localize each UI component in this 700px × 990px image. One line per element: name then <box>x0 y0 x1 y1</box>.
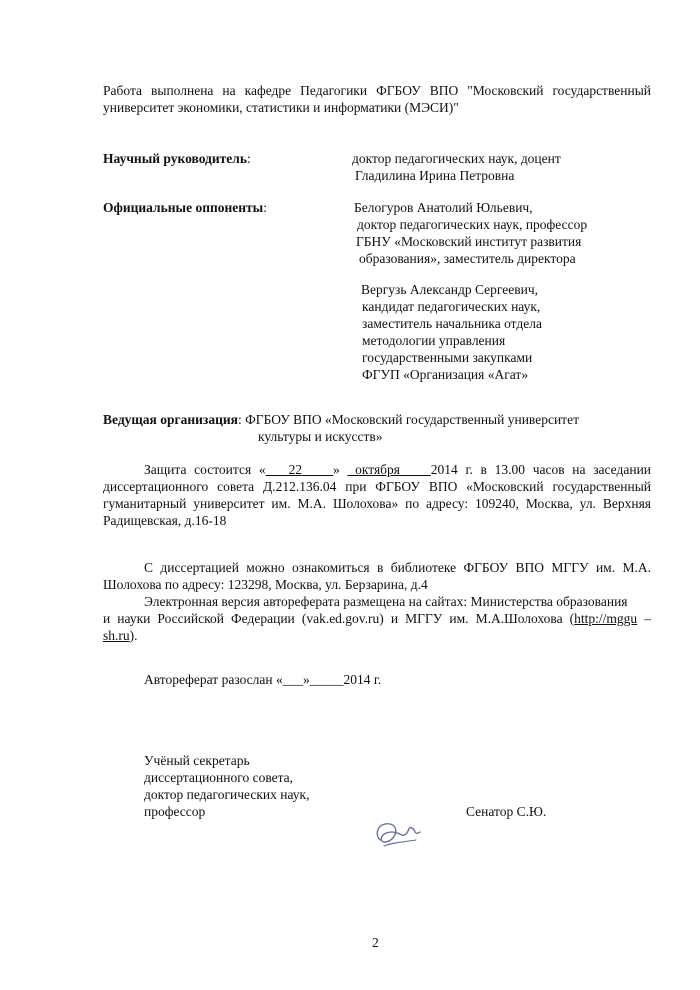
supervisor-name: Гладилина Ирина Петровна <box>355 168 515 183</box>
intro-line-2: университет экономики, статистики и информатики (МЭСИ)" <box>103 100 459 115</box>
defense-day: 22 <box>265 462 333 477</box>
opponents-label-row <box>103 199 267 216</box>
electronic-line-2 <box>103 610 651 627</box>
leading-org-line-2: культуры и искусств» <box>258 429 383 444</box>
secretary-line-4: профессор <box>144 804 206 819</box>
opponent2-line-1: Вергузь Александр Сергеевич, <box>361 282 538 297</box>
signature-icon <box>370 812 430 852</box>
opponent2-line-4: методологии управления <box>362 333 506 348</box>
electronic-text: и науки Российской Федерации (vak.ed.gov.ru) и МГГУ им. М.А.Шолохова ( <box>103 611 575 626</box>
defense-month: октября <box>347 462 431 477</box>
leading-org-row <box>103 411 579 428</box>
opponent1-line-1: Белогуров Анатолий Юльевич, <box>354 200 533 215</box>
opponent2-line-2: кандидат педагогических наук, <box>362 299 541 314</box>
defense-line-4: Радищевская, д.16-18 <box>103 513 227 528</box>
opponent1-line-4: образования», заместитель директора <box>359 251 576 266</box>
electronic-line-1: Электронная версия автореферата размещена на сайтах: Министерства образования <box>144 594 628 609</box>
electronic-end: ). <box>129 628 138 643</box>
defense-post: 2014 г. в 13.00 часов на заседании <box>430 462 652 477</box>
mggu-link-continued[interactable]: sh.ru <box>103 628 130 643</box>
supervisor-label: Научный руководитель <box>103 151 247 166</box>
defense-line-3: гуманитарный университет им. М.А. Шолохова» по адресу: 109240, Москва, ул. Верхняя <box>103 496 651 511</box>
sent-post: 2014 г. <box>343 672 382 687</box>
defense-line-1 <box>144 461 651 478</box>
supervisor-degree: доктор педагогических наук, доцент <box>352 151 561 166</box>
intro-line-1: Работа выполнена на кафедре Педагогики ФГБОУ ВПО "Московский государственный <box>103 83 651 98</box>
defense-mid: » <box>332 462 348 477</box>
library-line-2: Шолохова по адресу: 123298, Москва, ул. Берзарина, д.4 <box>103 577 428 592</box>
supervisor-label-row <box>103 150 251 167</box>
library-line-1: С диссертацией можно ознакомиться в библиотеке ФГБОУ ВПО МГГУ им. М.А. <box>144 560 651 575</box>
leading-org-label: Ведущая организация <box>103 412 238 427</box>
sent-blank-month: _____ <box>309 672 344 687</box>
page-number: 2 <box>372 935 379 950</box>
secretary-name: Сенатор С.Ю. <box>466 804 547 819</box>
mggu-link[interactable]: http://mggu <box>574 611 638 626</box>
electronic-line-3 <box>103 627 138 644</box>
electronic-dash: – <box>637 611 651 626</box>
opponent2-line-6: ФГУП «Организация «Агат» <box>362 367 529 382</box>
opponents-label: Официальные оппоненты <box>103 200 264 215</box>
leading-org-name: : ФГБОУ ВПО «Московский государственный университет <box>237 412 579 427</box>
secretary-line-3: доктор педагогических наук, <box>144 787 310 802</box>
sent-mid: » <box>302 672 310 687</box>
sent-pre: Автореферат разослан « <box>144 672 283 687</box>
sent-line <box>144 671 381 688</box>
opponent2-line-3: заместитель начальника отдела <box>362 316 542 331</box>
defense-line-2: диссертационного совета Д.212.136.04 при ФГБОУ ВПО «Московский государственный <box>103 479 651 494</box>
opponents-colon: : <box>263 200 267 215</box>
opponent1-line-2: доктор педагогических наук, профессор <box>357 217 588 232</box>
secretary-line-1: Учёный секретарь <box>144 753 250 768</box>
opponent1-line-3: ГБНУ «Московский институт развития <box>356 234 582 249</box>
defense-pre: Защита состоится « <box>144 462 266 477</box>
sent-blank-day: ___ <box>282 672 303 687</box>
secretary-line-2: диссертационного совета, <box>144 770 294 785</box>
opponent2-line-5: государственными закупками <box>362 350 533 365</box>
supervisor-colon: : <box>247 151 251 166</box>
